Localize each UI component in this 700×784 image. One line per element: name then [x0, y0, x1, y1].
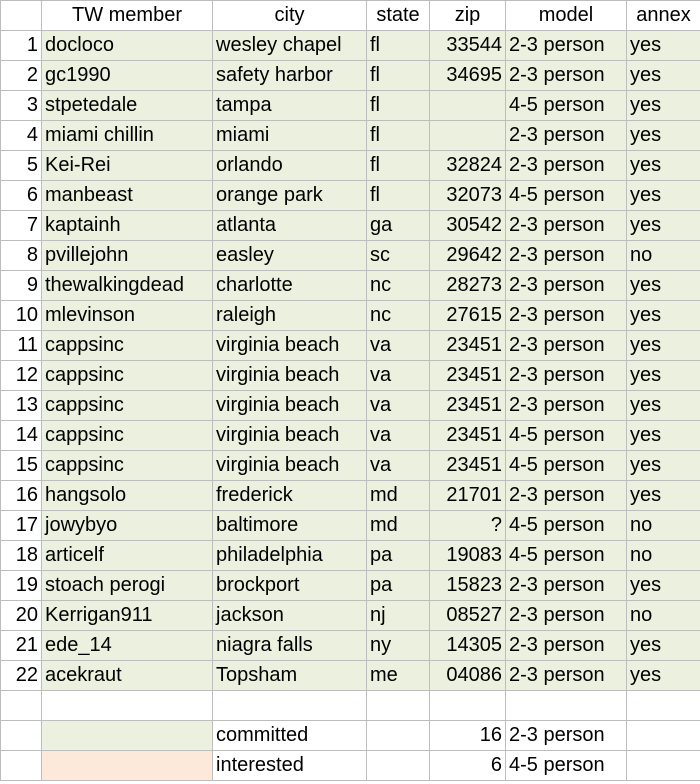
annex-cell[interactable]: yes [627, 91, 700, 121]
zip-cell[interactable]: 32073 [430, 181, 506, 211]
state-cell[interactable]: fl [367, 151, 430, 181]
empty-cell[interactable] [627, 721, 700, 751]
annex-cell[interactable]: yes [627, 451, 700, 481]
model-cell[interactable]: 4-5 person [506, 181, 627, 211]
member-cell[interactable]: cappsinc [42, 331, 213, 361]
annex-cell[interactable]: no [627, 241, 700, 271]
zip-cell[interactable]: 14305 [430, 631, 506, 661]
row-number[interactable]: 17 [1, 511, 42, 541]
legend-model[interactable]: 4-5 person [506, 751, 627, 781]
table-row [1, 481, 700, 511]
header-zip[interactable]: zip [430, 1, 506, 31]
state-cell[interactable]: md [367, 481, 430, 511]
state-cell[interactable]: fl [367, 121, 430, 151]
row-number[interactable]: 9 [1, 271, 42, 301]
legend-model[interactable]: 2-3 person [506, 721, 627, 751]
city-cell[interactable]: philadelphia [213, 541, 367, 571]
zip-cell[interactable]: 27615 [430, 301, 506, 331]
state-cell[interactable]: ga [367, 211, 430, 241]
table-row [1, 661, 700, 691]
empty-cell[interactable] [367, 751, 430, 781]
table-row [1, 541, 700, 571]
annex-cell[interactable]: yes [627, 661, 700, 691]
zip-cell[interactable]: 08527 [430, 601, 506, 631]
empty-cell[interactable] [1, 721, 42, 751]
state-cell[interactable]: va [367, 361, 430, 391]
city-cell[interactable]: niagra falls [213, 631, 367, 661]
model-cell[interactable]: 4-5 person [506, 91, 627, 121]
row-number[interactable]: 10 [1, 301, 42, 331]
empty-cell[interactable] [430, 691, 506, 721]
zip-cell[interactable]: 34695 [430, 61, 506, 91]
member-cell[interactable]: miami chillin [42, 121, 213, 151]
member-cell[interactable]: cappsinc [42, 361, 213, 391]
legend-count[interactable]: 16 [430, 721, 506, 751]
member-cell[interactable]: cappsinc [42, 451, 213, 481]
zip-cell[interactable]: 23451 [430, 391, 506, 421]
state-cell[interactable]: fl [367, 61, 430, 91]
zip-cell[interactable]: 19083 [430, 541, 506, 571]
model-cell[interactable]: 4-5 person [506, 541, 627, 571]
member-cell[interactable]: articelf [42, 541, 213, 571]
annex-cell[interactable]: yes [627, 211, 700, 241]
table-row [1, 361, 700, 391]
legend-count[interactable]: 6 [430, 751, 506, 781]
model-cell[interactable]: 4-5 person [506, 421, 627, 451]
city-cell[interactable]: virginia beach [213, 451, 367, 481]
state-cell[interactable]: nc [367, 301, 430, 331]
zip-cell[interactable]: 33544 [430, 31, 506, 61]
empty-cell[interactable] [213, 691, 367, 721]
table-row [1, 511, 700, 541]
member-cell[interactable]: jowybyo [42, 511, 213, 541]
legend-label[interactable]: interested [213, 751, 367, 781]
member-cell[interactable]: hangsolo [42, 481, 213, 511]
state-cell[interactable]: ny [367, 631, 430, 661]
row-number[interactable]: 8 [1, 241, 42, 271]
table-row [1, 451, 700, 481]
row-number[interactable]: 13 [1, 391, 42, 421]
model-cell[interactable]: 2-3 person [506, 211, 627, 241]
member-cell[interactable]: gc1990 [42, 61, 213, 91]
row-number[interactable]: 20 [1, 601, 42, 631]
member-cell[interactable]: Kerrigan911 [42, 601, 213, 631]
annex-cell[interactable]: yes [627, 361, 700, 391]
state-cell[interactable]: md [367, 511, 430, 541]
city-cell[interactable]: easley [213, 241, 367, 271]
table-row [1, 391, 700, 421]
legend-row [1, 721, 700, 751]
annex-cell[interactable]: yes [627, 391, 700, 421]
model-cell[interactable]: 2-3 person [506, 121, 627, 151]
member-cell[interactable]: ede_14 [42, 631, 213, 661]
empty-cell[interactable] [627, 751, 700, 781]
member-cell[interactable]: stpetedale [42, 91, 213, 121]
zip-cell[interactable]: 21701 [430, 481, 506, 511]
state-cell[interactable]: fl [367, 31, 430, 61]
zip-cell[interactable] [430, 91, 506, 121]
model-cell[interactable]: 2-3 person [506, 241, 627, 271]
model-cell[interactable]: 2-3 person [506, 331, 627, 361]
zip-cell[interactable]: 15823 [430, 571, 506, 601]
annex-cell[interactable]: no [627, 511, 700, 541]
state-cell[interactable]: va [367, 331, 430, 361]
header-annex[interactable]: annex [627, 1, 700, 31]
row-number[interactable]: 4 [1, 121, 42, 151]
row-number-header[interactable] [1, 1, 42, 31]
state-cell[interactable]: va [367, 451, 430, 481]
header-state[interactable]: state [367, 1, 430, 31]
header-tw-member[interactable]: TW member [42, 1, 213, 31]
row-number[interactable]: 21 [1, 631, 42, 661]
header-model[interactable]: model [506, 1, 627, 31]
state-cell[interactable]: nc [367, 271, 430, 301]
member-cell[interactable]: cappsinc [42, 391, 213, 421]
zip-cell[interactable]: 23451 [430, 421, 506, 451]
empty-cell[interactable] [42, 691, 213, 721]
city-cell[interactable]: brockport [213, 571, 367, 601]
state-cell[interactable]: va [367, 391, 430, 421]
model-cell[interactable]: 2-3 person [506, 31, 627, 61]
model-cell[interactable]: 4-5 person [506, 511, 627, 541]
table-row [1, 271, 700, 301]
table-row [1, 121, 700, 151]
city-cell[interactable]: frederick [213, 481, 367, 511]
row-number[interactable]: 7 [1, 211, 42, 241]
empty-cell[interactable] [367, 721, 430, 751]
row-number[interactable]: 5 [1, 151, 42, 181]
model-cell[interactable]: 2-3 person [506, 631, 627, 661]
city-cell[interactable]: virginia beach [213, 361, 367, 391]
annex-cell[interactable]: yes [627, 571, 700, 601]
table-row [1, 211, 700, 241]
city-cell[interactable]: charlotte [213, 271, 367, 301]
member-cell[interactable]: kaptainh [42, 211, 213, 241]
empty-cell[interactable] [1, 691, 42, 721]
table-row [1, 31, 700, 61]
member-cell[interactable]: thewalkingdead [42, 271, 213, 301]
model-cell[interactable]: 2-3 person [506, 481, 627, 511]
table-row [1, 421, 700, 451]
zip-cell[interactable]: 30542 [430, 211, 506, 241]
table-row [1, 331, 700, 361]
model-cell[interactable]: 2-3 person [506, 151, 627, 181]
row-number[interactable]: 15 [1, 451, 42, 481]
annex-cell[interactable]: yes [627, 121, 700, 151]
row-number[interactable]: 2 [1, 61, 42, 91]
state-cell[interactable]: pa [367, 541, 430, 571]
annex-cell[interactable]: yes [627, 421, 700, 451]
city-cell[interactable]: miami [213, 121, 367, 151]
table-row [1, 151, 700, 181]
city-cell[interactable]: jackson [213, 601, 367, 631]
annex-cell[interactable]: yes [627, 31, 700, 61]
row-number[interactable]: 1 [1, 31, 42, 61]
model-cell[interactable]: 4-5 person [506, 451, 627, 481]
city-cell[interactable]: baltimore [213, 511, 367, 541]
empty-cell[interactable] [367, 691, 430, 721]
model-cell[interactable]: 2-3 person [506, 301, 627, 331]
annex-cell[interactable]: yes [627, 301, 700, 331]
legend-swatch[interactable] [42, 721, 213, 751]
model-cell[interactable]: 2-3 person [506, 361, 627, 391]
zip-cell[interactable]: 32824 [430, 151, 506, 181]
legend-swatch[interactable] [42, 751, 213, 781]
model-cell[interactable]: 2-3 person [506, 601, 627, 631]
annex-cell[interactable]: yes [627, 181, 700, 211]
state-cell[interactable]: fl [367, 181, 430, 211]
member-cell[interactable]: pvillejohn [42, 241, 213, 271]
annex-cell[interactable]: yes [627, 631, 700, 661]
city-cell[interactable]: orlando [213, 151, 367, 181]
member-cell[interactable]: acekraut [42, 661, 213, 691]
city-cell[interactable]: tampa [213, 91, 367, 121]
zip-cell[interactable]: 04086 [430, 661, 506, 691]
model-cell[interactable]: 2-3 person [506, 661, 627, 691]
annex-cell[interactable]: yes [627, 151, 700, 181]
model-cell[interactable]: 2-3 person [506, 391, 627, 421]
model-cell[interactable]: 2-3 person [506, 61, 627, 91]
blank-row [1, 691, 700, 721]
state-cell[interactable]: fl [367, 91, 430, 121]
state-cell[interactable]: pa [367, 571, 430, 601]
empty-cell[interactable] [506, 691, 627, 721]
state-cell[interactable]: va [367, 421, 430, 451]
row-number[interactable]: 3 [1, 91, 42, 121]
row-number[interactable]: 12 [1, 361, 42, 391]
zip-cell[interactable]: 29642 [430, 241, 506, 271]
spreadsheet-body [1, 1, 700, 781]
state-cell[interactable]: nj [367, 601, 430, 631]
zip-cell[interactable]: 23451 [430, 361, 506, 391]
table-row [1, 631, 700, 661]
state-cell[interactable]: sc [367, 241, 430, 271]
annex-cell[interactable]: no [627, 601, 700, 631]
row-number[interactable]: 22 [1, 661, 42, 691]
zip-cell[interactable]: 23451 [430, 331, 506, 361]
row-number[interactable]: 18 [1, 541, 42, 571]
row-number[interactable]: 6 [1, 181, 42, 211]
table-row [1, 91, 700, 121]
zip-cell[interactable]: 23451 [430, 451, 506, 481]
city-cell[interactable]: atlanta [213, 211, 367, 241]
zip-cell[interactable]: 28273 [430, 271, 506, 301]
row-number[interactable]: 19 [1, 571, 42, 601]
city-cell[interactable]: virginia beach [213, 331, 367, 361]
member-cell[interactable]: manbeast [42, 181, 213, 211]
legend-label[interactable]: committed [213, 721, 367, 751]
table-row [1, 61, 700, 91]
table-row [1, 601, 700, 631]
zip-cell[interactable]: ? [430, 511, 506, 541]
header-city[interactable]: city [213, 1, 367, 31]
member-cell[interactable]: docloco [42, 31, 213, 61]
city-cell[interactable]: orange park [213, 181, 367, 211]
annex-cell[interactable]: yes [627, 331, 700, 361]
city-cell[interactable]: virginia beach [213, 391, 367, 421]
member-cell[interactable]: Kei-Rei [42, 151, 213, 181]
row-number[interactable]: 16 [1, 481, 42, 511]
row-number[interactable]: 11 [1, 331, 42, 361]
model-cell[interactable]: 2-3 person [506, 271, 627, 301]
header-row [1, 1, 700, 31]
member-cell[interactable]: mlevinson [42, 301, 213, 331]
annex-cell[interactable]: yes [627, 61, 700, 91]
city-cell[interactable]: raleigh [213, 301, 367, 331]
model-cell[interactable]: 2-3 person [506, 571, 627, 601]
empty-cell[interactable] [627, 691, 700, 721]
member-cell[interactable]: cappsinc [42, 421, 213, 451]
empty-cell[interactable] [1, 751, 42, 781]
state-cell[interactable]: me [367, 661, 430, 691]
table-row [1, 301, 700, 331]
annex-cell[interactable]: yes [627, 481, 700, 511]
annex-cell[interactable]: no [627, 541, 700, 571]
annex-cell[interactable]: yes [627, 271, 700, 301]
city-cell[interactable]: Topsham [213, 661, 367, 691]
zip-cell[interactable] [430, 121, 506, 151]
table-row [1, 181, 700, 211]
legend-row [1, 751, 700, 781]
table-row [1, 241, 700, 271]
city-cell[interactable]: virginia beach [213, 421, 367, 451]
table-row [1, 571, 700, 601]
row-number[interactable]: 14 [1, 421, 42, 451]
city-cell[interactable]: wesley chapel [213, 31, 367, 61]
city-cell[interactable]: safety harbor [213, 61, 367, 91]
member-cell[interactable]: stoach perogi [42, 571, 213, 601]
